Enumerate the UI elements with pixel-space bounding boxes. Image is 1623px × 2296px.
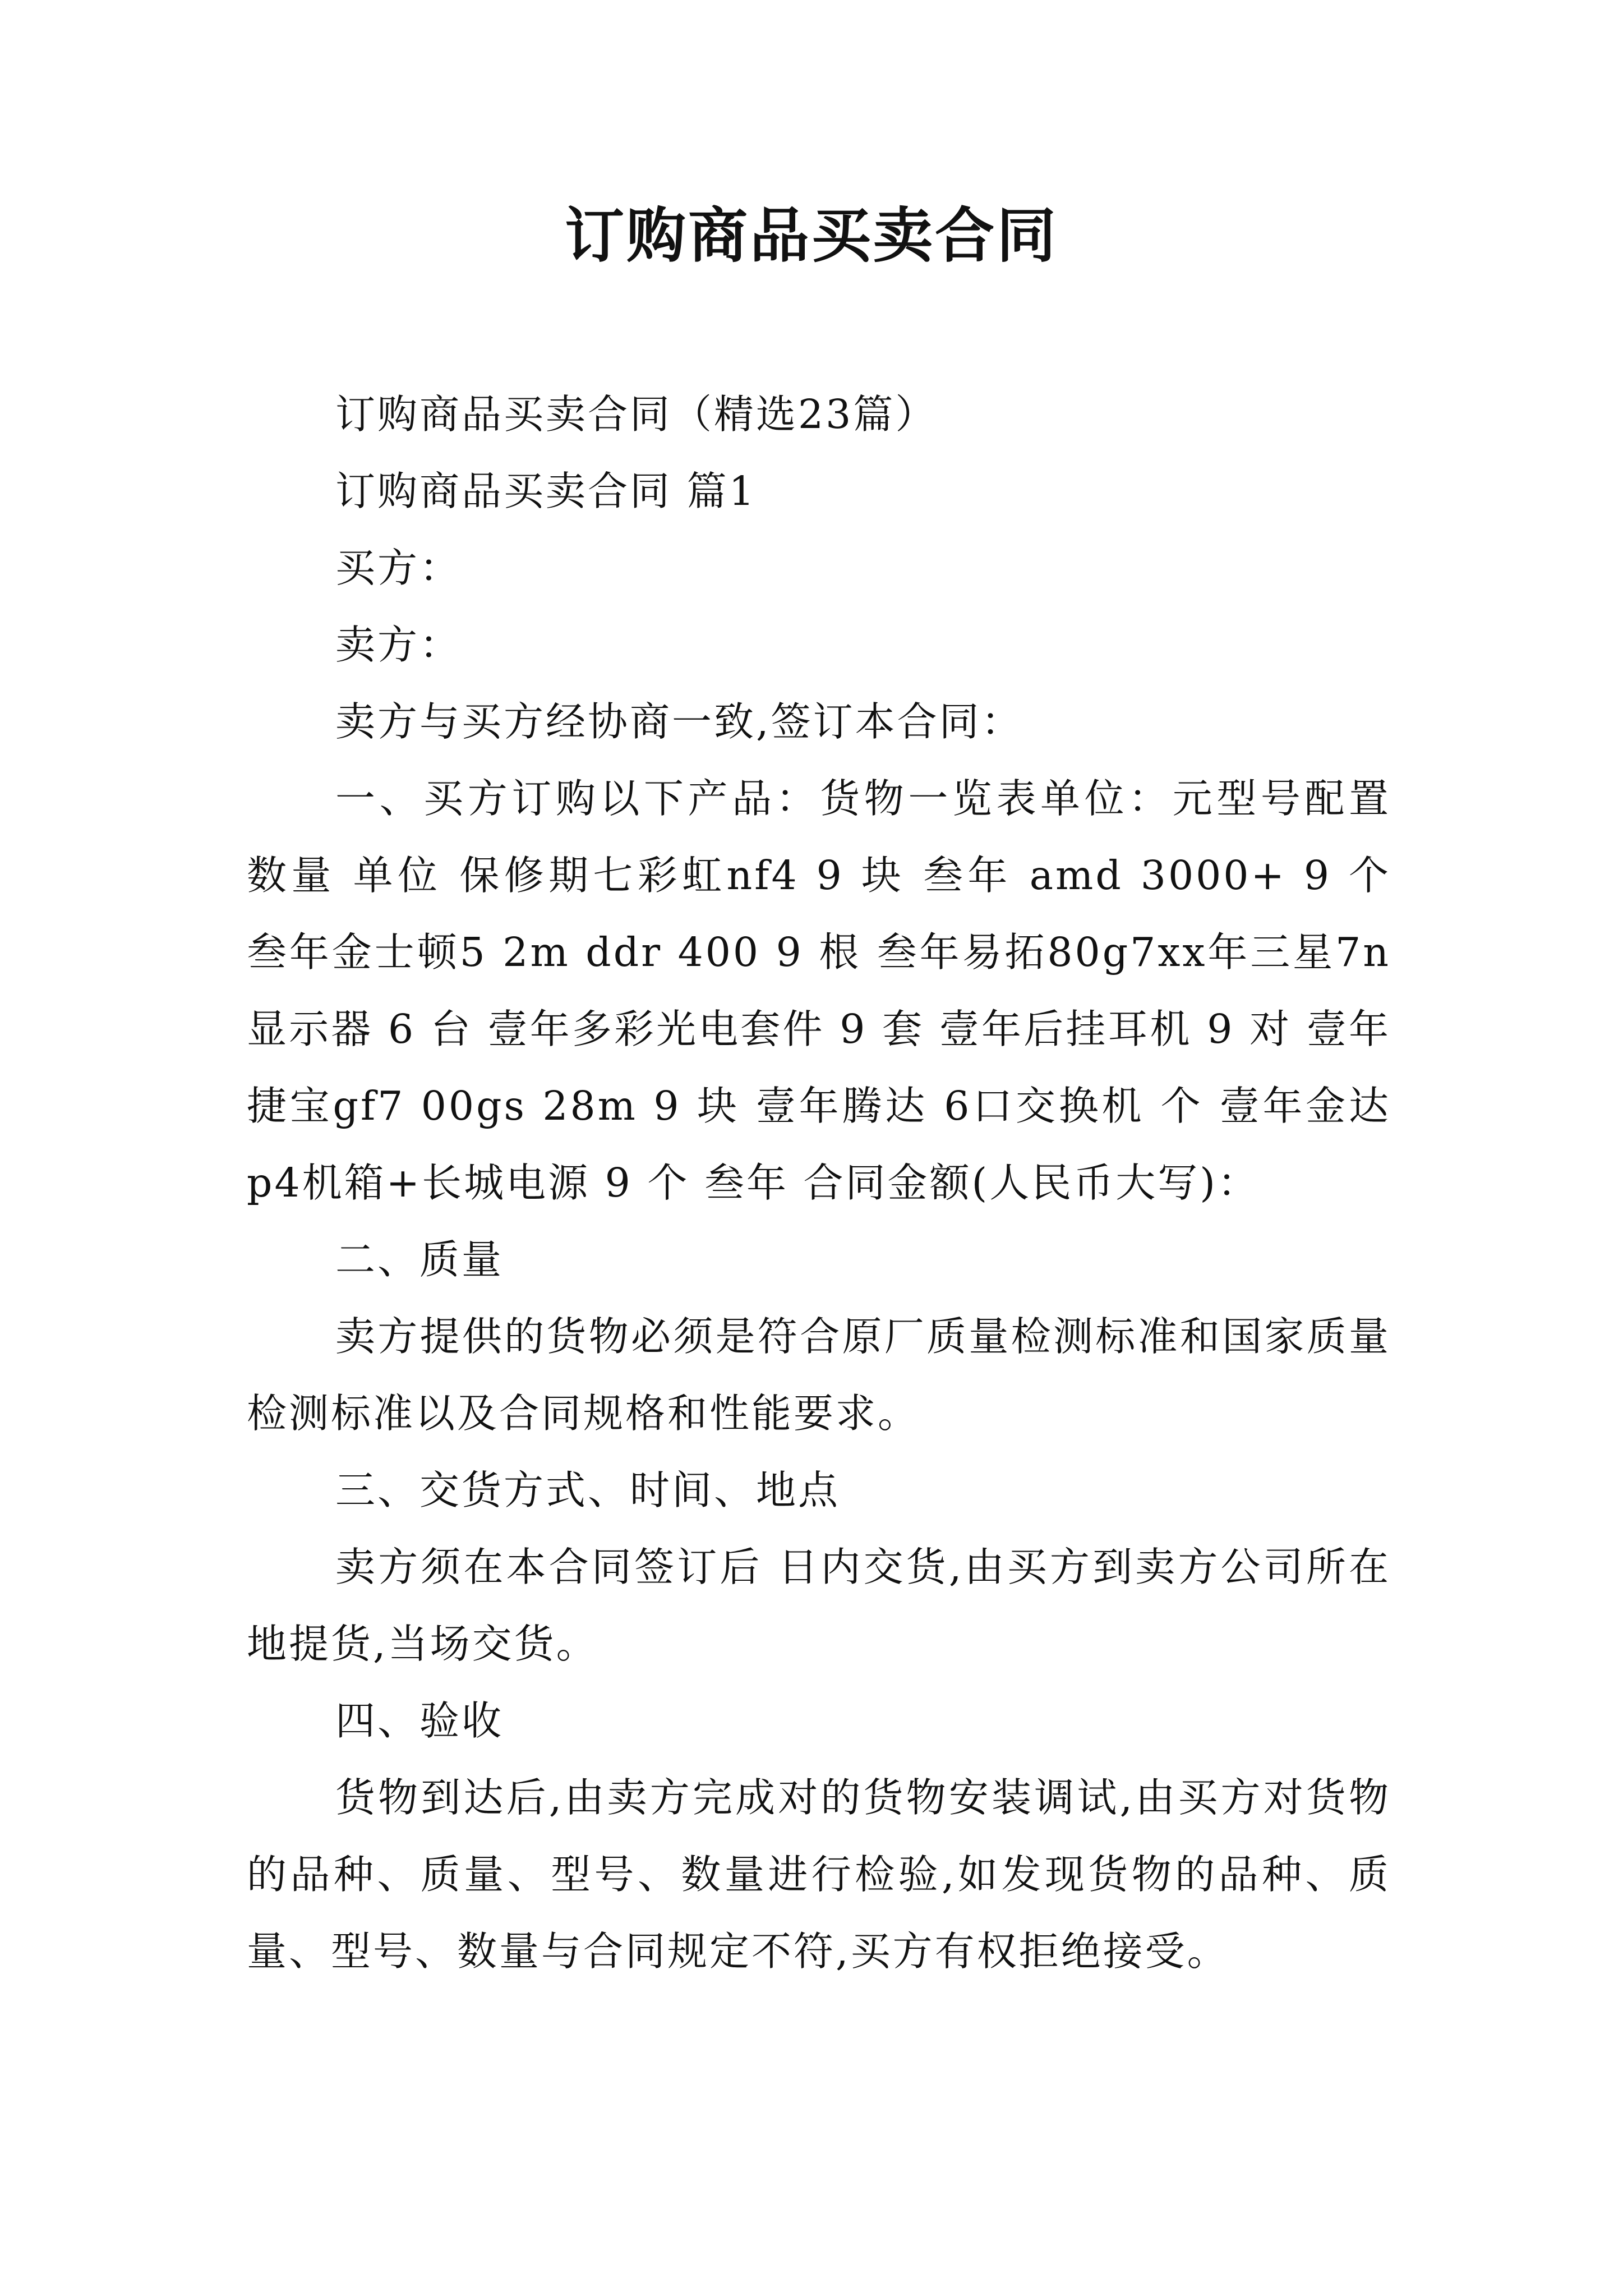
paragraph-seller: 卖方： [335,622,462,668]
paragraph-quality-body: 卖方提供的货物必须是符合原厂质量检测标准和国家质量检测标准以及合同规格和性能要求。 [247,1313,1391,1437]
paragraph-acceptance-heading: 四、验收 [335,1697,504,1744]
paragraph-quality-heading: 二、质量 [335,1236,504,1283]
paragraph-section-heading: 订购商品买卖合同 篇1 [335,468,757,514]
paragraph-agreement: 卖方与买方经协商一致,签订本合同： [335,698,1023,745]
document-body [247,376,1391,1990]
paragraph-delivery-body: 卖方须在本合同签订后 日内交货,由买方到卖方公司所在地提货,当场交货。 [247,1544,1391,1667]
document-title: 订购商品买卖合同 [565,200,1058,270]
paragraph-subtitle: 订购商品买卖合同（精选23篇） [335,391,938,438]
paragraph-buyer: 买方： [335,545,462,591]
paragraph-products: 一、买方订购以下产品：货物一览表单位：元型号配置 数量 单位 保修期七彩虹nf4 9 块 叁年 amd 3000+ 9 个 叁年金士顿5 2m ddr 400 9 根 叁年易拓80g7xx年三星7n显示器 6 台 壹年多彩光电套件 9 套 壹年后挂耳机 9 对 壹年捷宝gf7 00gs 28m 9 块 壹年腾达 6口交换机 个 壹年金达p4机箱+长城电源 9 个 叁年 合同金额(人民币大写)： [247,775,1391,1206]
paragraph-acceptance-body: 货物到达后,由卖方完成对的货物安装调试,由买方对货物的品种、质量、型号、数量进行检验,如发现货物的品种、质量、型号、数量与合同规定不符,买方有权拒绝接受。 [247,1774,1391,1975]
paragraph-delivery-heading: 三、交货方式、时间、地点 [335,1467,841,1513]
